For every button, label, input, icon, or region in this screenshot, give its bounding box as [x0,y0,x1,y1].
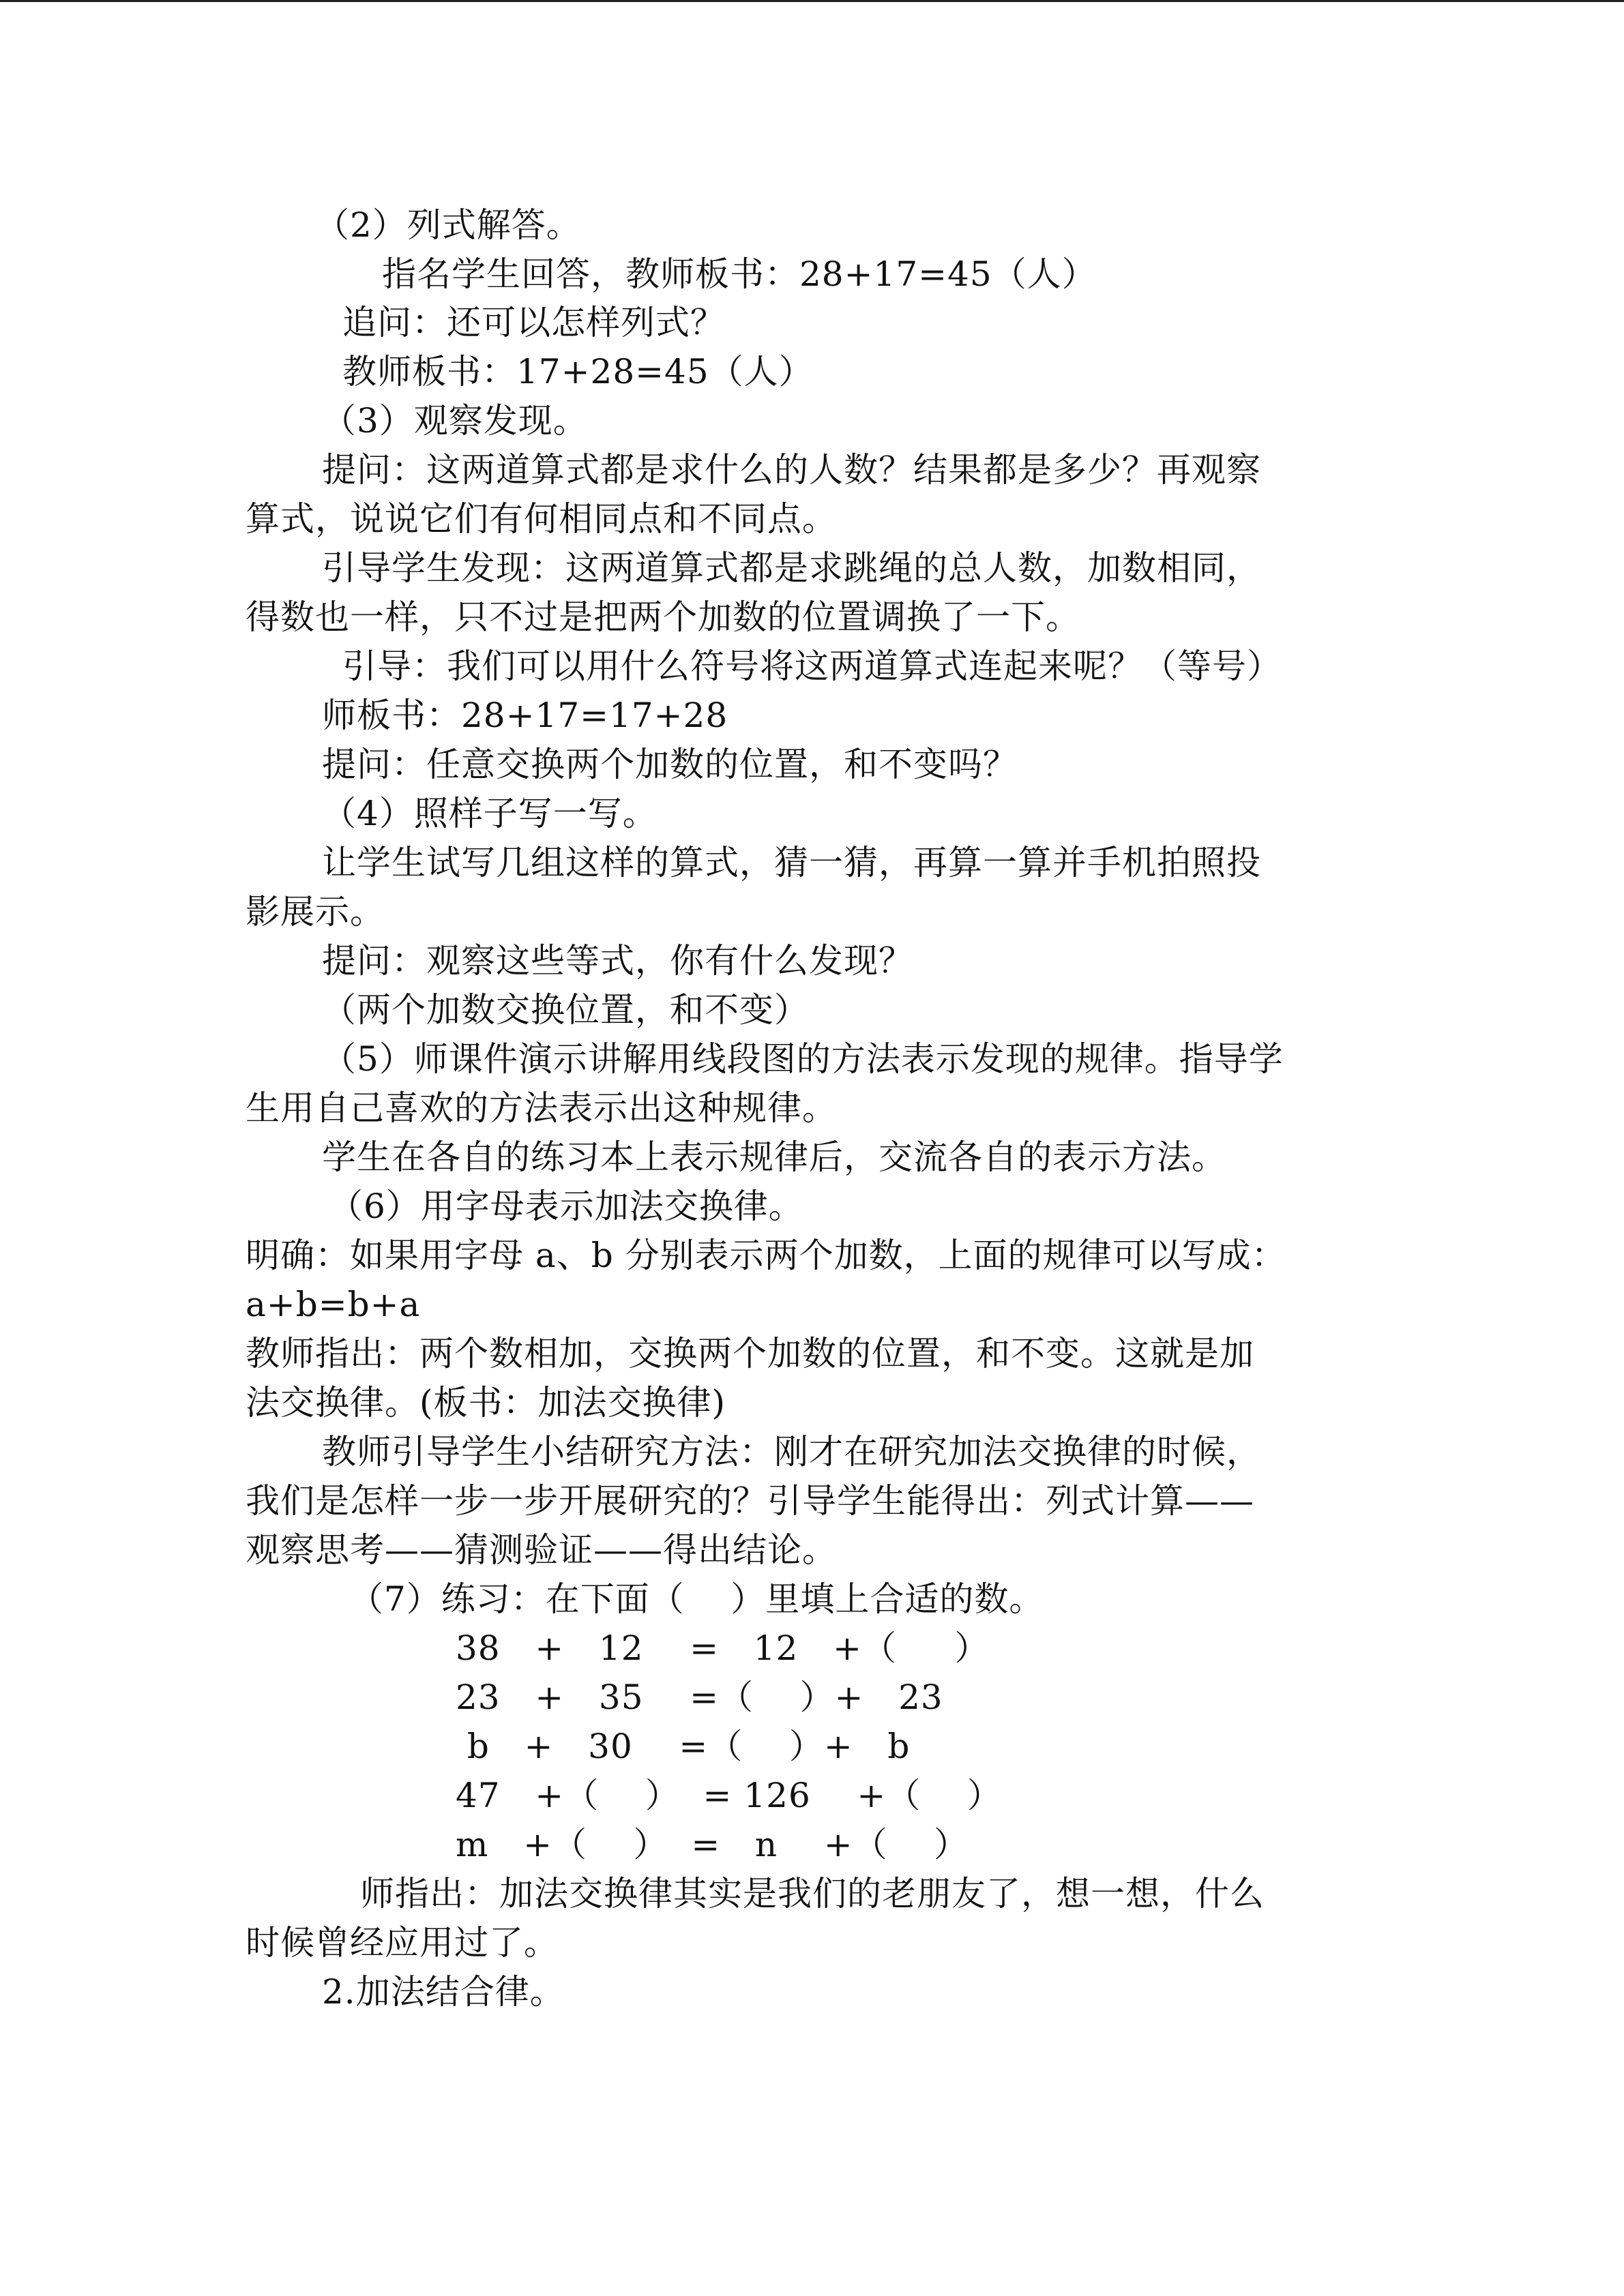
text-line: 指名学生回答，教师板书：28+17=45（人） [382,254,1097,294]
text-line: 生用自己喜欢的方法表示出这种规律。 [246,1088,837,1128]
top-border [0,0,1624,2]
text-line: 引导学生发现：这两道算式都是求跳绳的总人数，加数相同， [322,548,1261,588]
step-2-heading: （2）列式解答。 [315,205,581,245]
section-heading: 2.加法结合律。 [322,1972,565,2012]
text-line: 我们是怎样一步一步开展研究的？引导学生能得出：列式计算—— [246,1481,1254,1521]
text-line: 师板书：28+17=17+28 [322,696,728,735]
text-line: 时候曾经应用过了。 [246,1923,559,1963]
text-line: 提问：这两道算式都是求什么的人数？结果都是多少？再观察 [322,450,1261,490]
step-5-heading: （5）师课件演示讲解用线段图的方法表示发现的规律。指导学 [322,1039,1284,1079]
exercise-equation: 38 + 12 = 12 +（ ） [456,1628,990,1668]
text-line: 引导：我们可以用什么符号将这两道算式连起来呢？（等号） [342,646,1282,686]
exercise-equation: b + 30 =（ ）+ b [456,1727,911,1766]
text-line: 观察思考——猜测验证——得出结论。 [246,1530,837,1570]
exercise-equation: 47 +（ ） = 126 +（ ） [456,1776,1002,1815]
text-line: 提问：任意交换两个加数的位置，和不变吗？ [322,745,1018,784]
step-6-heading: （6）用字母表示加法交换律。 [329,1187,803,1226]
step-3-heading: （3）观察发现。 [322,401,588,441]
step-4-heading: （4）照样子写一写。 [322,794,658,833]
text-line: 师指出：加法交换律其实是我们的老朋友了，想一想，什么 [360,1874,1265,1913]
text-line: （两个加数交换位置，和不变） [322,990,809,1030]
text-line: 影展示。 [246,892,385,931]
text-line: 明确：如果用字母 a、b 分别表示两个加数，上面的规律可以写成： [246,1236,1286,1275]
text-line: 让学生试写几组这样的算式，猜一猜，再算一算并手机拍照投 [322,843,1261,882]
text-line: 教师指出：两个数相加，交换两个加数的位置，和不变。这就是加 [246,1334,1254,1373]
text-line: 追问：还可以怎样列式？ [342,303,725,342]
text-line: 提问：观察这些等式，你有什么发现？ [322,941,913,981]
text-line: 教师板书：17+28=45（人） [342,352,814,391]
text-line: 法交换律。(板书：加法交换律) [246,1383,726,1422]
text-line: 教师引导学生小结研究方法：刚才在研究加法交换律的时候， [322,1432,1261,1472]
text-line: 学生在各自的练习本上表示规律后，交流各自的表示方法。 [322,1137,1226,1177]
text-line: 算式，说说它们有何相同点和不同点。 [246,499,837,539]
exercise-equation: m +（ ） = n +（ ） [456,1825,969,1864]
formula-line: a+b=b+a [246,1285,421,1324]
step-7-heading: （7）练习：在下面（ ）里填上合适的数。 [349,1579,1044,1619]
exercise-equation: 23 + 35 =（ ）+ 23 [456,1678,943,1717]
text-line: 得数也一样，只不过是把两个加数的位置调换了一下。 [246,597,1080,637]
